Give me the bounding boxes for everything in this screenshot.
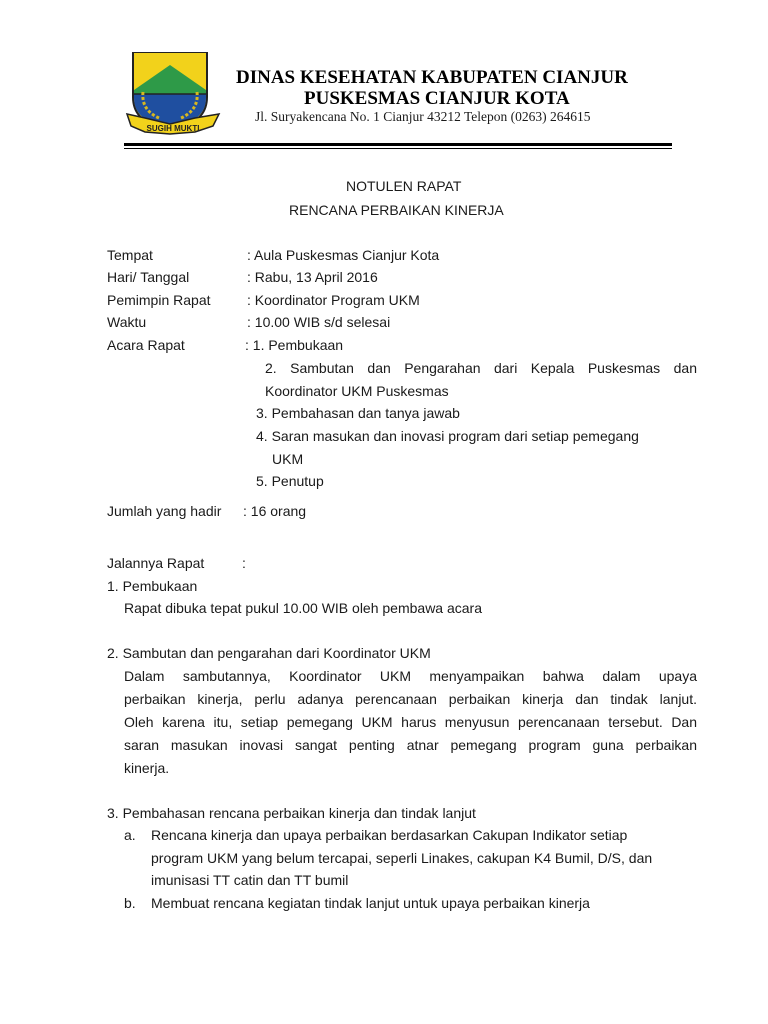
attendance-label: Jumlah yang hadir bbox=[107, 503, 222, 519]
info-value: : Koordinator Program UKM bbox=[247, 292, 420, 308]
agency-name: DINAS KESEHATAN KABUPATEN CIANJUR bbox=[236, 67, 628, 88]
doc-title: NOTULEN RAPAT bbox=[346, 178, 462, 194]
info-value: : 10.00 WIB s/d selesai bbox=[247, 314, 391, 330]
list-item-line: imunisasi TT catin dan TT bumil bbox=[151, 872, 349, 888]
section-heading: 3. Pembahasan rencana perbaikan kinerja dan tindak lanjut bbox=[107, 805, 476, 821]
info-label: Hari/ Tanggal bbox=[107, 269, 190, 285]
paragraph-line: Dalam sambutannya, Koordinator UKM menyampaikan bahwa dalam upaya bbox=[124, 668, 697, 684]
info-value: : 1. Pembukaan bbox=[245, 337, 344, 353]
agenda-item: 3. Pembahasan dan tanya jawab bbox=[256, 405, 460, 421]
puskesmas-logo bbox=[125, 52, 221, 136]
info-label: Pemimpin Rapat bbox=[107, 292, 211, 308]
list-marker: a. bbox=[124, 827, 136, 843]
agenda-item: 4. Saran masukan dan inovasi program dari setiap pemegang bbox=[256, 428, 639, 444]
list-marker: b. bbox=[124, 895, 136, 911]
list-item-line: Rencana kinerja dan upaya perbaikan berdasarkan Cakupan Indikator setiap bbox=[151, 827, 628, 843]
paragraph-line: Oleh karena itu, setiap pemegang UKM harus menyusun perencanaan tersebut. Dan bbox=[124, 714, 697, 730]
paragraph-line: saran masukan inovasi sangat penting atnar pemegang program guna perbaikan bbox=[124, 737, 697, 753]
address: Jl. Suryakencana No. 1 Cianjur 43212 Telepon (0263) 264615 bbox=[255, 109, 591, 124]
info-value: : Rabu, 13 April 2016 bbox=[247, 269, 378, 285]
header-rule-thin bbox=[124, 148, 672, 149]
section-heading: 2. Sambutan dan pengarahan dari Koordinator UKM bbox=[107, 645, 431, 661]
section-text: Rapat dibuka tepat pukul 10.00 WIB oleh pembawa acara bbox=[124, 600, 483, 616]
paragraph-line: kinerja. bbox=[124, 760, 170, 776]
logo-motto: SUGIH MUKTI bbox=[146, 124, 200, 133]
unit-name: PUSKESMAS CIANJUR KOTA bbox=[304, 88, 570, 109]
agenda-item: 2. Sambutan dan Pengarahan dari Kepala Puskesmas dan bbox=[265, 360, 697, 376]
header-rule-thick bbox=[124, 143, 672, 146]
attendance-value: : 16 orang bbox=[243, 503, 307, 519]
section-heading: 1. Pembukaan bbox=[107, 578, 198, 594]
info-label: Acara Rapat bbox=[107, 337, 185, 353]
info-label: Tempat bbox=[107, 247, 153, 263]
agenda-item-cont: UKM bbox=[272, 451, 304, 467]
paragraph-line: perbaikan kinerja, perlu adanya perencanaan perbaikan kinerja dan tindak lanjut. bbox=[124, 691, 697, 707]
agenda-item-cont: Koordinator UKM Puskesmas bbox=[265, 383, 449, 399]
list-item-line: program UKM yang belum tercapai, seperli Linakes, cakupan K4 Bumil, D/S, dan bbox=[151, 850, 653, 866]
info-value: : Aula Puskesmas Cianjur Kota bbox=[247, 247, 440, 263]
list-item-line: Membuat rencana kegiatan tindak lanjut untuk upaya perbaikan kinerja bbox=[151, 895, 590, 911]
proceedings-label: Jalannya Rapat bbox=[107, 555, 205, 571]
info-label: Waktu bbox=[107, 314, 147, 330]
proceedings-colon: : bbox=[242, 555, 246, 571]
doc-subtitle: RENCANA PERBAIKAN KINERJA bbox=[289, 202, 504, 218]
agenda-item: 5. Penutup bbox=[256, 473, 324, 489]
